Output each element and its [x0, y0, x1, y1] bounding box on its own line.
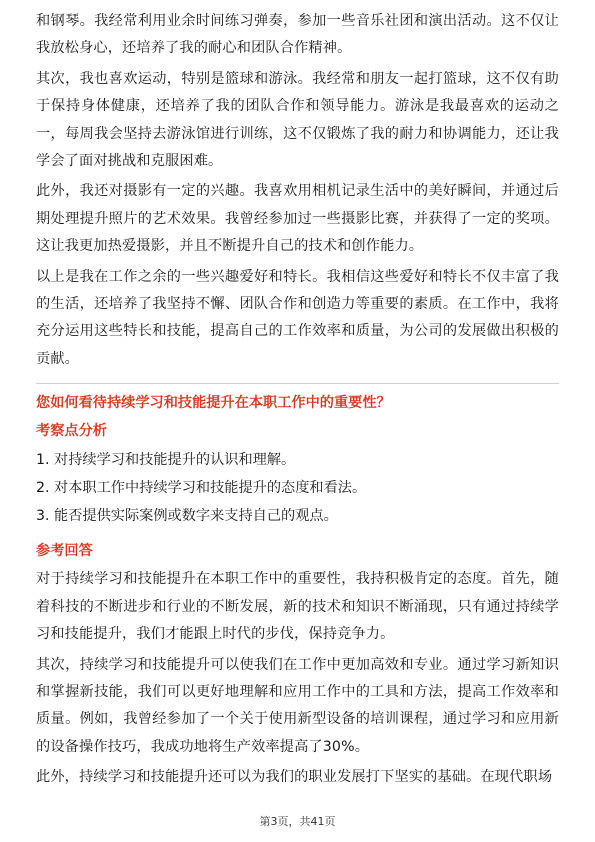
paragraph-summary: 以上是我在工作之余的一些兴趣爱好和特长。我相信这些爱好和特长不仅丰富了我的生活，还培养了我坚持不懈、团队合作和创造力等重要的素质。在工作中，我将充分运用这些特长和技能，提高自己的工作效率和质量，为公司的发展做出积极的贡献。: [36, 268, 559, 367]
paragraph-photography: 此外，我还对摄影有一定的兴趣。我喜欢用相机记录生活中的美好瞬间，并通过后期处理提升照片的艺术效果。我曾经参加过一些摄影比赛，并获得了一定的奖项。这让我更加热爱摄影，并且不断提升自己的技术和创作能力。: [36, 183, 559, 255]
analysis-label: 考察点分析: [36, 423, 107, 440]
answer-paragraph: 此外，持续学习和技能提升还可以为我们的职业发展打下坚实的基础。在现代职场: [36, 769, 553, 786]
analysis-points: [36, 446, 559, 530]
analysis-point: 3. 能否提供实际案例或数字来支持自己的观点。: [36, 508, 338, 525]
question-heading: 您如何看待持续学习和技能提升在本职工作中的重要性？: [36, 395, 391, 412]
answer-label: 参考回答: [36, 543, 93, 560]
analysis-point: 2. 对本职工作中持续学习和技能提升的态度和看法。: [36, 480, 367, 497]
analysis-point: 1. 对持续学习和技能提升的认识和理解。: [36, 452, 296, 469]
answer-paragraph: 其次，持续学习和技能提升可以使我们在工作中更加高效和专业。通过学习新知识和掌握新技能，我们可以更好地理解和应用工作中的工具和方法，提高工作效率和质量。例如，我曾经参加了一个关于使用新型设备的培训课程，通过学习和应用新的设备操作技巧，我成功地将生产效率提高了30%。: [36, 656, 559, 755]
page-number-footer: 第3页，共41页: [259, 815, 336, 828]
section-divider: [36, 383, 559, 384]
document-body: [36, 8, 559, 795]
answer-paragraph: 对于持续学习和技能提升在本职工作中的重要性，我持积极肯定的态度。首先，随着科技的不断进步和行业的不断发展，新的技术和知识不断涌现，只有通过持续学习和技能提升，我们才能跟上时代的步伐，保持竞争力。: [36, 571, 559, 643]
paragraph-sports: 其次，我也喜欢运动，特别是篮球和游泳。我经常和朋友一起打篮球，这不仅有助于保持身体健康，还培养了我的团队合作和领导能力。游泳是我最喜欢的运动之一，每周我会坚持去游泳馆进行训练，这不仅锻炼了我的耐力和协调能力，还让我学会了面对挑战和克服困难。: [36, 70, 559, 170]
paragraph-music: 和钢琴。我经常利用业余时间练习弹奏，参加一些音乐社团和演出活动。这不仅让我放松身心，还培养了我的耐心和团队合作精神。: [36, 13, 559, 57]
